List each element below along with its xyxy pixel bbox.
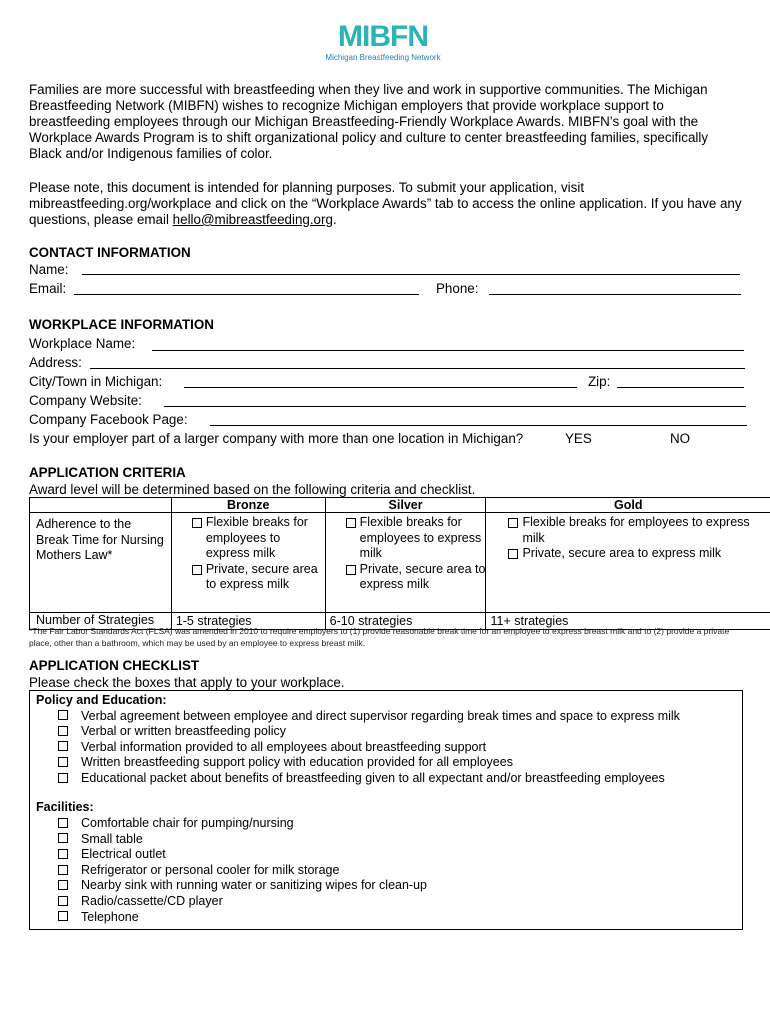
facilities-list <box>30 816 742 925</box>
criteria-heading: APPLICATION CRITERIA <box>29 465 186 480</box>
facility-item: Small table <box>30 832 742 848</box>
facility-item: Telephone <box>30 910 742 926</box>
checkbox[interactable] <box>58 911 68 921</box>
bronze-opt-breaks: Flexible breaks for employees to express milk <box>172 515 325 562</box>
checkbox[interactable] <box>192 518 202 528</box>
bronze-options <box>171 513 325 613</box>
checkbox[interactable] <box>58 865 68 875</box>
policy-item: Written breastfeeding support policy with education provided for all employees <box>30 755 742 771</box>
no-option[interactable]: NO <box>670 431 691 446</box>
checklist-box <box>29 690 743 930</box>
strategies-label: Number of Strategies <box>30 613 172 630</box>
checklist-heading: APPLICATION CHECKLIST <box>29 658 200 673</box>
mibfn-logo <box>318 22 448 64</box>
facility-item: Radio/cassette/CD player <box>30 894 742 910</box>
contact-heading: CONTACT INFORMATION <box>29 245 191 260</box>
contact-email-link[interactable]: hello@mibreastfeeding.org <box>172 212 333 227</box>
checkbox[interactable] <box>58 773 68 783</box>
gold-opt-area: Private, secure area to express milk <box>486 546 770 562</box>
workplace-name-label: Workplace Name: <box>29 336 136 351</box>
criteria-subheading: Award level will be determined based on the following criteria and checklist. <box>29 482 476 497</box>
city-field[interactable] <box>184 387 577 388</box>
checkbox[interactable] <box>58 726 68 736</box>
policy-heading: Policy and Education: <box>36 693 167 707</box>
checkbox[interactable] <box>508 518 518 528</box>
facility-item: Refrigerator or personal cooler for milk storage <box>30 863 742 879</box>
gold-strategies: 11+ strategies <box>486 613 770 630</box>
policy-item: Educational packet about benefits of breastfeeding given to all expectant and/or breastfeeding employees <box>30 771 742 787</box>
checkbox[interactable] <box>58 818 68 828</box>
silver-strategies: 6-10 strategies <box>325 613 486 630</box>
facility-item: Nearby sink with running water or sanitizing wipes for clean-up <box>30 878 742 894</box>
address-label: Address: <box>29 355 82 370</box>
city-label: City/Town in Michigan: <box>29 374 163 389</box>
silver-options <box>325 513 486 613</box>
zip-label: Zip: <box>588 374 611 389</box>
checkbox[interactable] <box>58 833 68 843</box>
zip-field[interactable] <box>617 387 744 388</box>
level-bronze: Bronze <box>171 498 325 513</box>
yes-option[interactable]: YES <box>565 431 592 446</box>
facebook-field[interactable] <box>210 425 747 426</box>
criteria-table <box>29 497 770 630</box>
workplace-heading: WORKPLACE INFORMATION <box>29 317 214 332</box>
website-field[interactable] <box>164 406 746 407</box>
checkbox[interactable] <box>58 741 68 751</box>
facebook-label: Company Facebook Page: <box>29 412 188 427</box>
facilities-heading: Facilities: <box>36 800 94 815</box>
checkbox[interactable] <box>508 549 518 559</box>
logo-wordmark: MIBFN <box>338 20 428 53</box>
checkbox[interactable] <box>58 757 68 767</box>
gold-opt-breaks: Flexible breaks for employees to express milk <box>486 515 770 546</box>
policy-item: Verbal agreement between employee and direct supervisor regarding break times and space to express milk <box>30 709 742 725</box>
intro-paragraph: Families are more successful with breastfeeding when they live and work in supportive communities. The Michigan Breastfeeding Network (MIBFN) wishes to recognize Michigan employers that provide workplace support to breastfeeding employees through our Michigan Breastfeeding-Friendly Workplace Awards. MIBFN’s goal with the Workplace Awards Program is to shift organizational policy and culture to center breastfeeding families, specifically Black and/or Indigenous families of color. <box>29 82 709 161</box>
checklist-subheading: Please check the boxes that apply to your workplace. <box>29 675 345 690</box>
adherence-row <box>30 513 770 613</box>
level-gold: Gold <box>486 498 770 513</box>
phone-label: Phone: <box>436 281 479 296</box>
level-silver: Silver <box>325 498 486 513</box>
checkbox[interactable] <box>58 880 68 890</box>
workplace-name-field[interactable] <box>152 350 744 351</box>
silver-opt-breaks: Flexible breaks for employees to express milk <box>326 515 486 562</box>
adherence-label: Adherence to the Break Time for Nursing Mothers Law* <box>30 513 172 613</box>
checkbox[interactable] <box>58 710 68 720</box>
multi-location-question: Is your employer part of a larger company with more than one location in Michigan? <box>29 431 524 446</box>
planning-note <box>29 180 744 228</box>
address-field[interactable] <box>90 368 745 369</box>
criteria-corner <box>30 498 172 513</box>
checkbox[interactable] <box>58 896 68 906</box>
checkbox[interactable] <box>346 518 356 528</box>
bronze-opt-area: Private, secure area to express milk <box>172 562 325 593</box>
silver-opt-area: Private, secure area to express milk <box>326 562 486 593</box>
checkbox[interactable] <box>192 565 202 575</box>
email-label: Email: <box>29 281 67 296</box>
checkbox[interactable] <box>346 565 356 575</box>
facility-item: Electrical outlet <box>30 847 742 863</box>
phone-field[interactable] <box>489 294 741 295</box>
policy-item: Verbal or written breastfeeding policy <box>30 724 742 740</box>
gold-options <box>486 513 770 613</box>
facility-item: Comfortable chair for pumping/nursing <box>30 816 742 832</box>
email-field[interactable] <box>74 294 419 295</box>
note-text: Please note, this document is intended for planning purposes. To submit your application, visit mibreastfeeding.org/workplace and click on the “Workplace Awards” tab to access the online application. If you have any questions, please email <box>29 180 742 227</box>
name-label: Name: <box>29 262 69 277</box>
logo-subtitle: Michigan Breastfeeding Network <box>325 53 441 62</box>
policy-item: Verbal information provided to all employees about breastfeeding support <box>30 740 742 756</box>
policy-list <box>30 709 742 787</box>
note-end: . <box>332 212 337 227</box>
flsa-footnote: *The Fair Labor Standards Act (FLSA) was amended in 2010 to require employers to (1) provide reasonable break time for an employee to express breast milk and to (2) provide a private place, other than a bathroom, which may be used by an employee to express breast milk. <box>29 626 730 648</box>
bronze-strategies: 1-5 strategies <box>171 613 325 630</box>
checkbox[interactable] <box>58 849 68 859</box>
name-field[interactable] <box>82 274 740 275</box>
criteria-header-row <box>30 498 770 513</box>
website-label: Company Website: <box>29 393 142 408</box>
